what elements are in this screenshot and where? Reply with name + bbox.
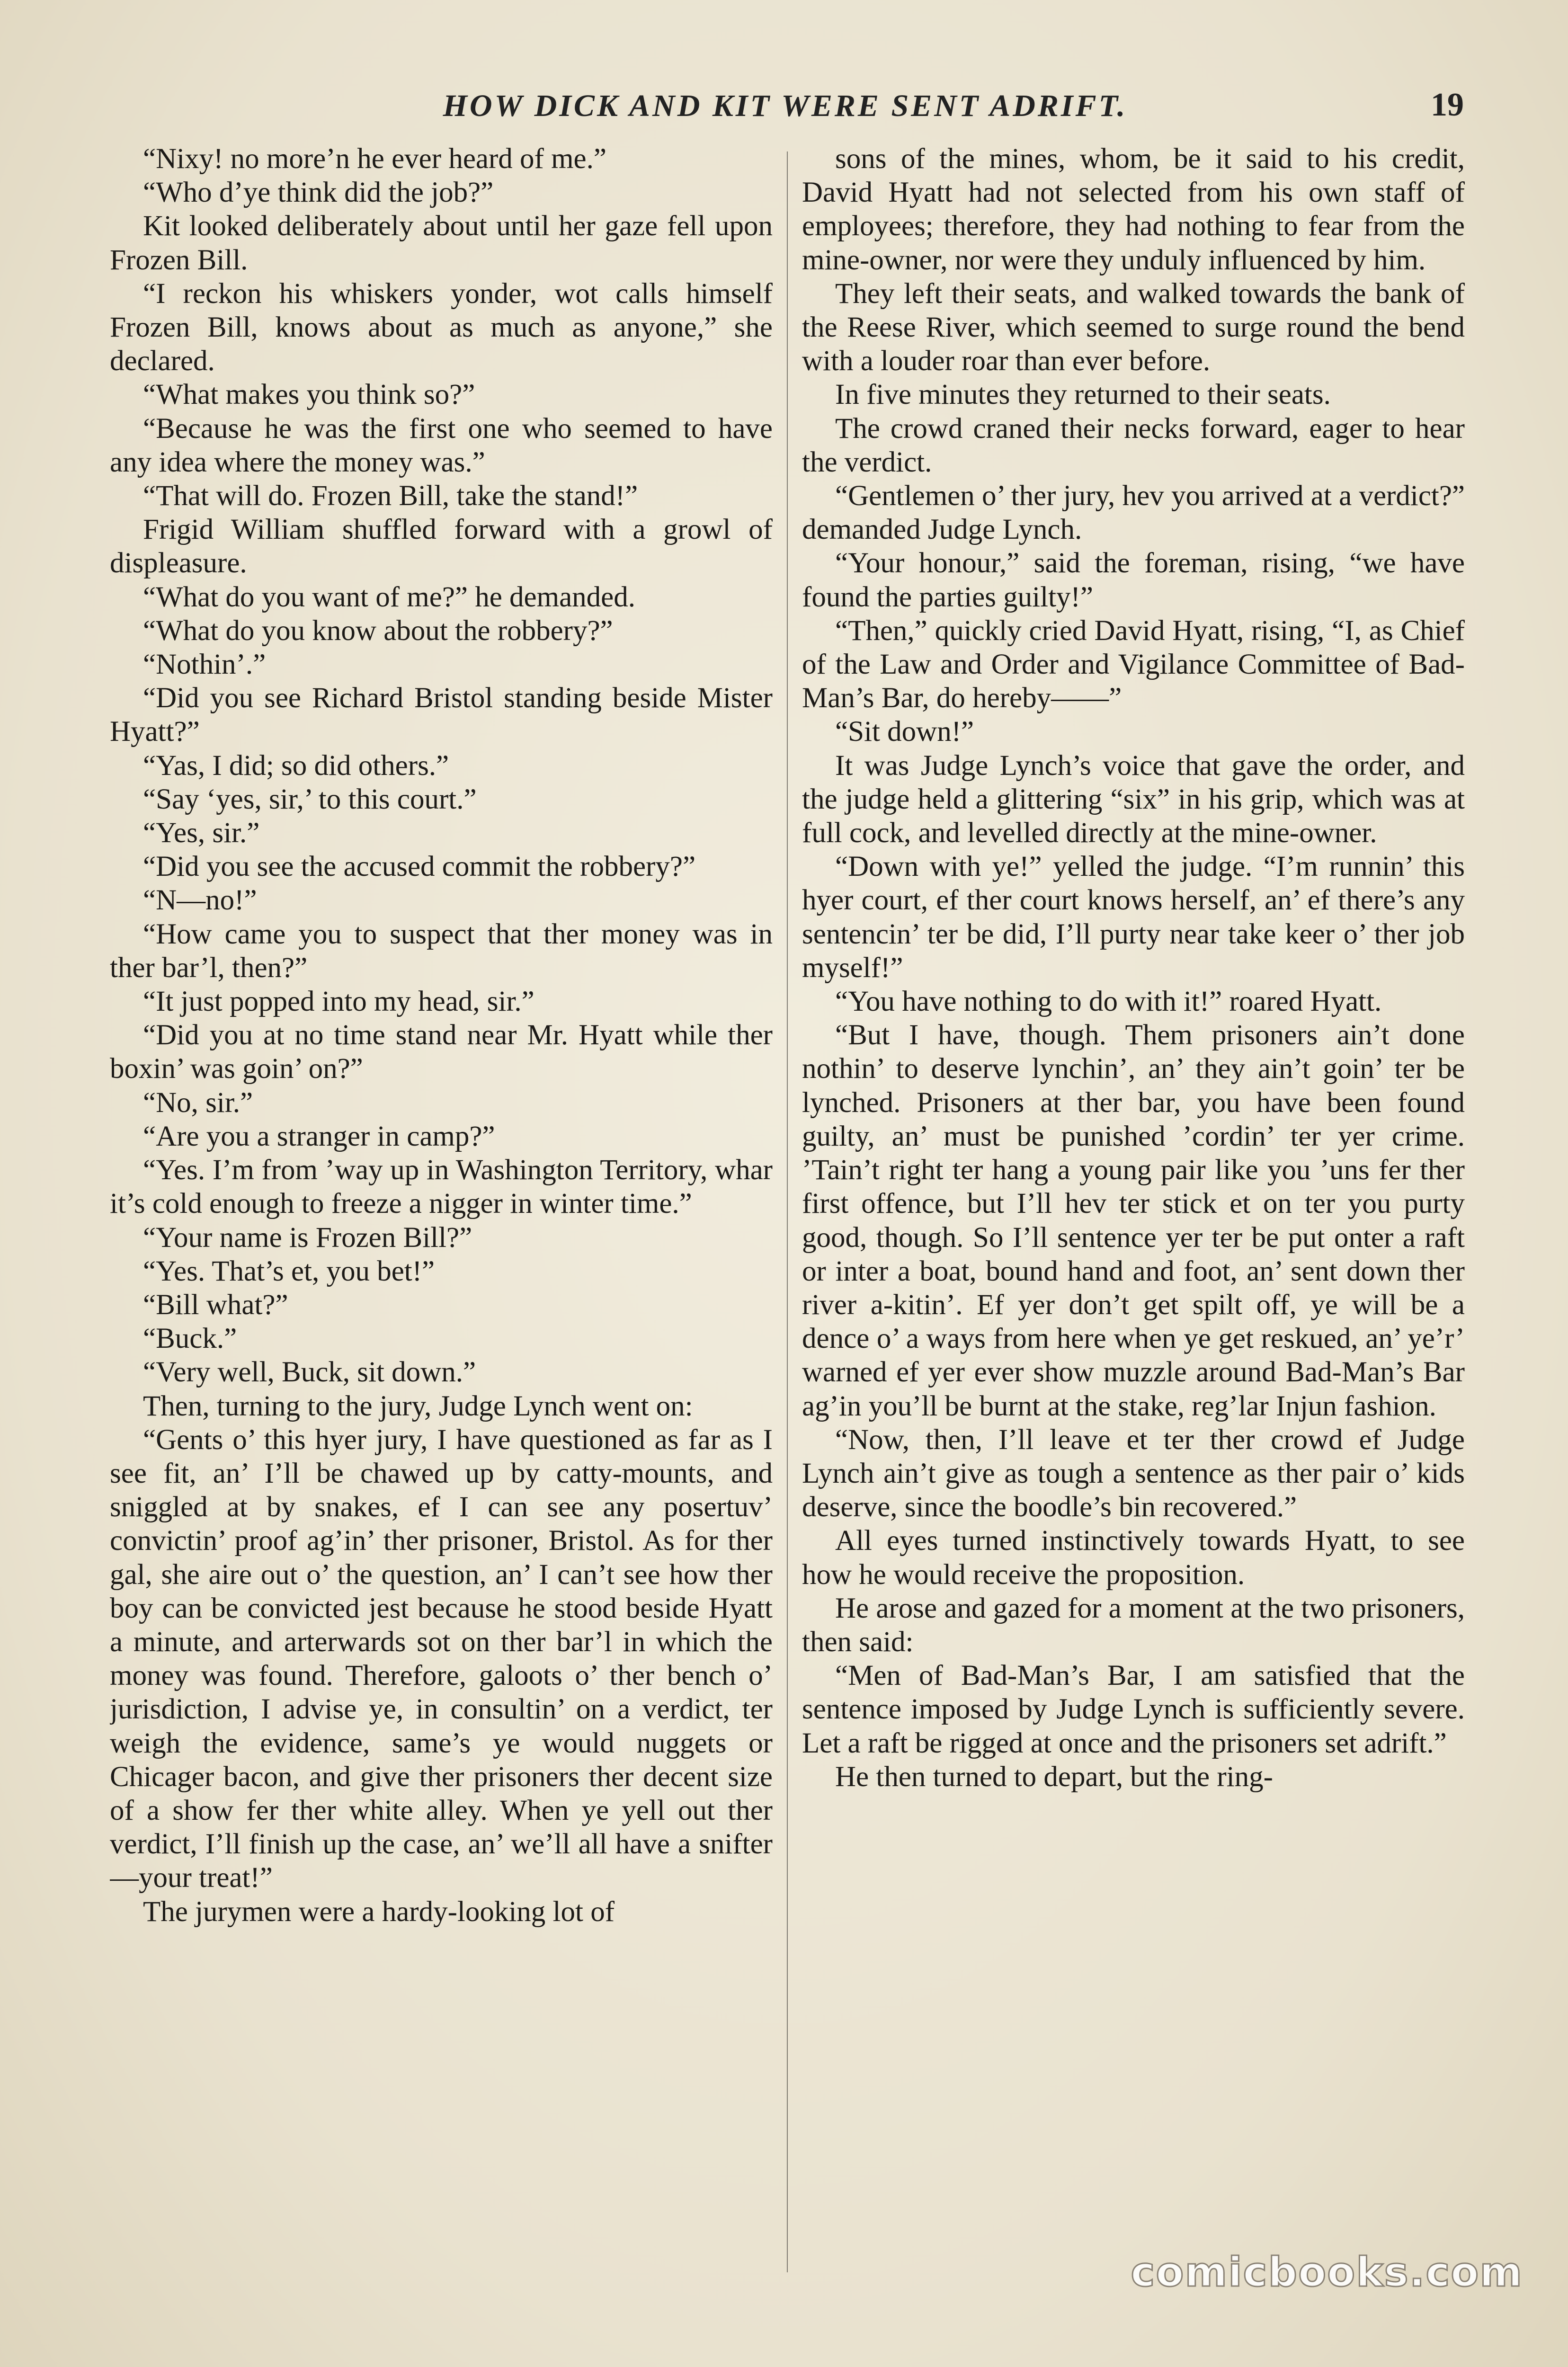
right-text-column (802, 142, 1465, 2272)
paragraph: “Nixy! no more’n he ever heard of me.” (143, 143, 606, 175)
paragraph: “Nothin’.” (143, 649, 266, 681)
paragraph: Then, turning to the jury, Judge Lynch went on: (143, 1390, 693, 1422)
paragraph: The jurymen were a hardy-looking lot of (143, 1895, 615, 1928)
paragraph: “Down with ye!” yelled the judge. “I’m runnin’ this hyer court, ef ther court knows herself, an’ ef there’s any sentencin’ ter be did, I’ll purty near take keer o’ ther job myself!” (802, 851, 1465, 984)
paragraph: They left their seats, and walked towards the bank of the Reese River, which seemed to surge round the bend with a louder roar than ever before. (802, 277, 1465, 377)
paragraph: “Yas, I did; so did others.” (143, 749, 449, 782)
paragraph: Kit looked deliberately about until her gaze fell upon Frozen Bill. (110, 210, 773, 276)
paragraph: “Yes. I’m from ’way up in Washington Territory, whar it’s cold enough to freeze a nigger in winter time.” (110, 1154, 773, 1220)
paragraph: “Are you a stranger in camp?” (143, 1120, 495, 1152)
paragraph: sons of the mines, whom, be it said to his credit, David Hyatt had not selected from his own staff of employees; therefore, they had nothing to fear from the mine-owner, nor were they unduly influenced by him. (802, 143, 1465, 276)
paragraph: The crowd craned their necks forward, eager to hear the verdict. (802, 412, 1465, 478)
paragraph: It was Judge Lynch’s voice that gave the order, and the judge held a glittering “six” in his grip, which was at full cock, and levelled directly at the mine-owner. (802, 749, 1465, 849)
paragraph: All eyes turned instinctively towards Hyatt, to see how he would receive the proposition. (802, 1525, 1465, 1591)
paragraph: “What do you want of me?” he demanded. (143, 581, 635, 613)
paragraph: “Who d’ye think did the job?” (143, 177, 494, 209)
page-header (107, 76, 1464, 147)
paragraph: “But I have, though. Them prisoners ain’t done nothin’ to deserve lynchin’, an’ they ain’t goin’ ter be lynched. Prisoners at ther bar, you have been found guilty, an’ must be punished ’cordin’ ter yer crime. ’Tain’t right ter hang a young pair like you ’uns fer ther first offence, but I’ll hev ter stick et on ter you purty good, though. So I’ll sentence yer ter be put onter a raft or inter a boat, bound hand and foot, an’ sent down ther river a-kitin’. Ef yer don’t get spilt off, ye will be a dence o’ a ways from here when ye get reskued, an’ ye’r’ warned ef yer ever show muzzle around Bad-Man’s Bar ag’in you’ll be burnt at the stake, reg’lar Injun fashion. (802, 1019, 1465, 1422)
paragraph: “Yes, sir.” (143, 817, 260, 849)
watermark-logo: comicbooks.com (1131, 2249, 1523, 2296)
paragraph: “Because he was the first one who seemed to have any idea where the money was.” (110, 412, 773, 478)
paragraph: “What makes you think so?” (143, 379, 475, 411)
paragraph: “Gentlemen o’ ther jury, hev you arrived at a verdict?” demanded Judge Lynch. (802, 480, 1465, 546)
paragraph: “N—no!” (143, 884, 257, 917)
paragraph: He arose and gazed for a moment at the two prisoners, then said: (802, 1592, 1465, 1658)
paragraph: He then turned to depart, but the ring- (835, 1761, 1273, 1793)
paragraph: “No, sir.” (143, 1086, 253, 1119)
paragraph: “You have nothing to do with it!” roared Hyatt. (835, 986, 1382, 1018)
paragraph: “Did you see the accused commit the robbery?” (143, 851, 696, 883)
paragraph: “It just popped into my head, sir.” (143, 986, 535, 1018)
paragraph: “Yes. That’s et, you bet!” (143, 1255, 435, 1287)
paragraph: “I reckon his whiskers yonder, wot calls himself Frozen Bill, knows about as much as anyone,” she declared. (110, 277, 773, 377)
paragraph: “Men of Bad-Man’s Bar, I am satisfied that the sentence imposed by Judge Lynch is sufficiently severe. Let a raft be rigged at once and the prisoners set adrift.” (802, 1660, 1465, 1759)
paragraph: Frigid William shuffled forward with a growl of displeasure. (110, 514, 773, 579)
paragraph: “Say ‘yes, sir,’ to this court.” (143, 783, 477, 815)
paragraph: “Your honour,” said the foreman, rising, “we have found the parties guilty!” (802, 547, 1465, 613)
paragraph: In five minutes they returned to their seats. (835, 379, 1331, 411)
running-title: HOW DICK AND KIT WERE SENT ADRIFT. (443, 89, 1128, 123)
paragraph: “Then,” quickly cried David Hyatt, rising, “I, as Chief of the Law and Order and Vigilance Committee of Bad-Man’s Bar, do hereby——” (802, 614, 1465, 714)
paragraph: “What do you know about the robbery?” (143, 614, 613, 647)
paragraph: “Now, then, I’ll leave et ter ther crowd ef Judge Lynch ain’t give as tough a sentence as ther pair o’ kids deserve, since the boodle’s bin recovered.” (802, 1424, 1465, 1523)
paragraph: “Very well, Buck, sit down.” (143, 1356, 476, 1388)
paragraph: “Did you at no time stand near Mr. Hyatt while ther boxin’ was goin’ on?” (110, 1019, 773, 1085)
paragraph: “How came you to suspect that ther money was in ther bar’l, then?” (110, 918, 773, 984)
paragraph: “Did you see Richard Bristol standing beside Mister Hyatt?” (110, 682, 773, 748)
page-number: 19 (1431, 87, 1464, 123)
paragraph: “Gents o’ this hyer jury, I have questioned as far as I see fit, an’ I’ll be chawed up by catty-mounts, and sniggled at by snakes, ef I can see any posertuv’ convictin’ proof ag’in’ ther prisoner, Bristol. As for ther gal, she aire out o’ the question, an’ I can’t see how ther boy can be convicted jest because he stood beside Hyatt a minute, and arterwards sot on ther bar’l in which the money was found. Therefore, galoots o’ ther bench o’ jurisdiction, I advise ye, in consultin’ on a verdict, ter weigh the evidence, same’s ye would nuggets or Chicager bacon, and give ther prisoners ther decent size of a show fer ther white alley. When ye yell out ther verdict, I’ll finish up the case, an’ we’ll all have a snifter—your treat!” (110, 1424, 773, 1894)
paragraph: “Bill what?” (143, 1289, 288, 1321)
column-divider (787, 151, 788, 2272)
paragraph: “Sit down!” (835, 716, 974, 748)
paragraph: “Your name is Frozen Bill?” (143, 1221, 472, 1254)
paragraph: “That will do. Frozen Bill, take the stand!” (143, 480, 638, 512)
paragraph: “Buck.” (143, 1323, 237, 1355)
left-text-column (110, 142, 773, 2272)
